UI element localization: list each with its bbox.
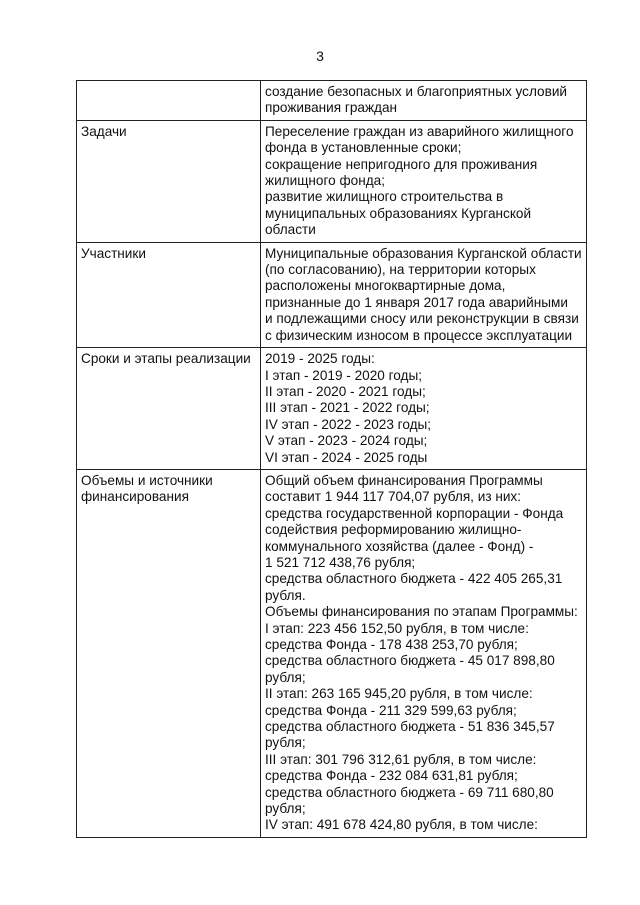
table-row-funding bbox=[77, 469, 587, 837]
text-line: Муниципальные образования Курганской области bbox=[265, 245, 582, 261]
row-value-cell bbox=[261, 120, 587, 242]
row-label: Объемы и источники bbox=[81, 472, 213, 488]
text-line: создание безопасных и благоприятных условий bbox=[265, 84, 568, 99]
row-label: Участники bbox=[81, 245, 146, 261]
row-value-cell bbox=[261, 348, 587, 470]
text-line: признанные до 1 января 2017 года аварийными bbox=[265, 294, 568, 310]
text-line: I этап: 223 456 152,50 рубля, в том числе: bbox=[265, 620, 529, 636]
page-number: 3 bbox=[316, 48, 324, 64]
row-label: Сроки и этапы реализации bbox=[81, 351, 251, 367]
text-line: Объемы финансирования по этапам Программы: bbox=[265, 604, 578, 620]
text-line: развитие жилищного строительства в bbox=[265, 189, 504, 205]
row-label: финансирования bbox=[81, 489, 189, 505]
text-line: рубля; bbox=[265, 669, 306, 685]
program-passport-table bbox=[76, 80, 587, 838]
text-line: сокращение непригодного для проживания bbox=[265, 156, 538, 172]
text-line: расположены многоквартирные дома, bbox=[265, 278, 506, 294]
text-line: Общий объем финансирования Программы bbox=[265, 472, 543, 488]
text-line: II этап - 2020 - 2021 годы; bbox=[265, 383, 426, 399]
text-line: жилищного фонда; bbox=[265, 173, 385, 189]
row-label-cell bbox=[77, 120, 261, 242]
text-line: III этап - 2021 - 2022 годы; bbox=[265, 400, 430, 416]
text-line: средства областного бюджета - 69 711 680,80 bbox=[265, 784, 554, 800]
table-row-participants bbox=[77, 242, 587, 347]
text-line: с физическим износом в процессе эксплуатации bbox=[265, 327, 573, 343]
text-line: III этап: 301 796 312,61 рубля, в том числе: bbox=[265, 751, 537, 767]
row-label-cell bbox=[77, 348, 261, 470]
row-label-cell bbox=[77, 469, 261, 837]
text-line: фонда в установленные сроки; bbox=[265, 140, 462, 156]
text-line: и подлежащими сносу или реконструкции в связи bbox=[265, 311, 579, 327]
text-line: средства областного бюджета - 51 836 345,57 bbox=[265, 719, 555, 735]
text-line: содействия реформированию жилищно- bbox=[265, 522, 522, 538]
table-row-tasks bbox=[77, 120, 587, 242]
row-label: Задачи bbox=[81, 123, 127, 139]
text-line: рубля. bbox=[265, 587, 306, 603]
text-line: (по согласованию), на территории которых bbox=[265, 262, 536, 278]
text-line: Переселение граждан из аварийного жилищного bbox=[265, 123, 574, 139]
text-line: 2019 - 2025 годы: bbox=[265, 351, 375, 367]
text-line: муниципальных образованиях Курганской bbox=[265, 205, 532, 221]
text-line: средства государственной корпорации - Фонда bbox=[265, 505, 564, 521]
text-line: средства областного бюджета - 45 017 898,80 bbox=[265, 653, 555, 669]
text-line: VI этап - 2024 - 2025 годы bbox=[265, 449, 428, 465]
text-line: коммунального хозяйства (далее - Фонд) - bbox=[265, 538, 534, 554]
row-label-cell bbox=[77, 242, 261, 347]
text-line: средства Фонда - 211 329 599,63 рубля; bbox=[265, 702, 517, 718]
text-line: V этап - 2023 - 2024 годы; bbox=[265, 433, 428, 449]
text-line: рубля; bbox=[265, 735, 306, 751]
row-value-cell bbox=[261, 81, 587, 121]
text-line: IV этап: 491 678 424,80 рубля, в том числе: bbox=[265, 817, 538, 833]
text-line: проживания граждан bbox=[265, 100, 398, 116]
row-label-cell bbox=[77, 81, 261, 121]
text-line: I этап - 2019 - 2020 годы; bbox=[265, 367, 423, 383]
text-line: IV этап - 2022 - 2023 годы; bbox=[265, 416, 432, 432]
table-row-timeline bbox=[77, 348, 587, 470]
text-line: рубля; bbox=[265, 801, 306, 817]
text-line: области bbox=[265, 222, 316, 238]
table-row-goal-continuation bbox=[77, 81, 587, 121]
text-line: II этап: 263 165 945,20 рубля, в том числе: bbox=[265, 686, 533, 702]
row-value-cell bbox=[261, 469, 587, 837]
text-line: 1 521 712 438,76 рубля; bbox=[265, 554, 416, 570]
row-value-cell bbox=[261, 242, 587, 347]
text-line: средства областного бюджета - 422 405 265,31 bbox=[265, 571, 563, 587]
text-line: средства Фонда - 178 438 253,70 рубля; bbox=[265, 637, 518, 652]
text-line: средства Фонда - 232 084 631,81 рубля; bbox=[265, 768, 518, 784]
text-line: составит 1 944 117 704,07 рубля, из них: bbox=[265, 489, 522, 505]
